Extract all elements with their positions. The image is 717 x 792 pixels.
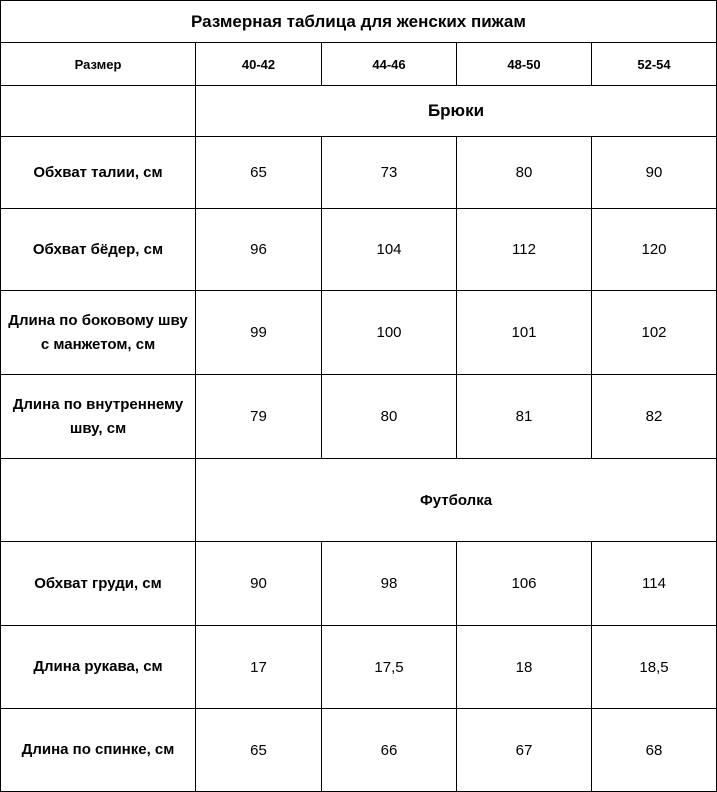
table-cell: 73 xyxy=(322,137,457,209)
table-cell: 96 xyxy=(196,209,322,291)
table-cell: 67 xyxy=(457,709,592,792)
table-cell: 106 xyxy=(457,542,592,626)
table-cell: 120 xyxy=(592,209,717,291)
table-row xyxy=(1,209,717,291)
row-label: Длина по спинке, см xyxy=(1,709,196,792)
table-cell: 18,5 xyxy=(592,626,717,709)
row-label: Обхват бёдер, см xyxy=(1,209,196,291)
row-label: Обхват талии, см xyxy=(1,137,196,209)
table-row xyxy=(1,626,717,709)
section-spacer xyxy=(1,86,196,137)
title-row xyxy=(1,1,717,43)
size-header-label: Размер xyxy=(1,43,196,86)
size-header-40-42: 40-42 xyxy=(196,43,322,86)
table-cell: 98 xyxy=(322,542,457,626)
table-cell: 82 xyxy=(592,375,717,459)
size-header-52-54: 52-54 xyxy=(592,43,717,86)
table-cell: 80 xyxy=(457,137,592,209)
table-cell: 90 xyxy=(196,542,322,626)
table-cell: 68 xyxy=(592,709,717,792)
size-header-44-46: 44-46 xyxy=(322,43,457,86)
section-row-tshirt xyxy=(1,459,717,542)
table-cell: 90 xyxy=(592,137,717,209)
section-spacer xyxy=(1,459,196,542)
table-cell: 99 xyxy=(196,291,322,375)
table-cell: 79 xyxy=(196,375,322,459)
table-cell: 65 xyxy=(196,709,322,792)
row-label: Длина по боковому шву с манжетом, см xyxy=(1,291,196,375)
row-label: Длина по внутреннему шву, см xyxy=(1,375,196,459)
table-cell: 102 xyxy=(592,291,717,375)
row-label: Обхват груди, см xyxy=(1,542,196,626)
table-cell: 80 xyxy=(322,375,457,459)
row-label: Длина рукава, см xyxy=(1,626,196,709)
table-cell: 101 xyxy=(457,291,592,375)
table-cell: 17 xyxy=(196,626,322,709)
table-cell: 112 xyxy=(457,209,592,291)
table-row xyxy=(1,137,717,209)
section-title-pants: Брюки xyxy=(196,86,717,137)
table-cell: 81 xyxy=(457,375,592,459)
header-row xyxy=(1,43,717,86)
table-cell: 66 xyxy=(322,709,457,792)
table-title: Размерная таблица для женских пижам xyxy=(1,1,717,43)
table-cell: 65 xyxy=(196,137,322,209)
table-cell: 104 xyxy=(322,209,457,291)
table-cell: 18 xyxy=(457,626,592,709)
table-row xyxy=(1,542,717,626)
table-row xyxy=(1,375,717,459)
section-title-tshirt: Футболка xyxy=(196,459,717,542)
table-row xyxy=(1,709,717,792)
table-cell: 100 xyxy=(322,291,457,375)
table-row xyxy=(1,291,717,375)
table-cell: 17,5 xyxy=(322,626,457,709)
size-header-48-50: 48-50 xyxy=(457,43,592,86)
section-row-pants xyxy=(1,86,717,137)
table-cell: 114 xyxy=(592,542,717,626)
